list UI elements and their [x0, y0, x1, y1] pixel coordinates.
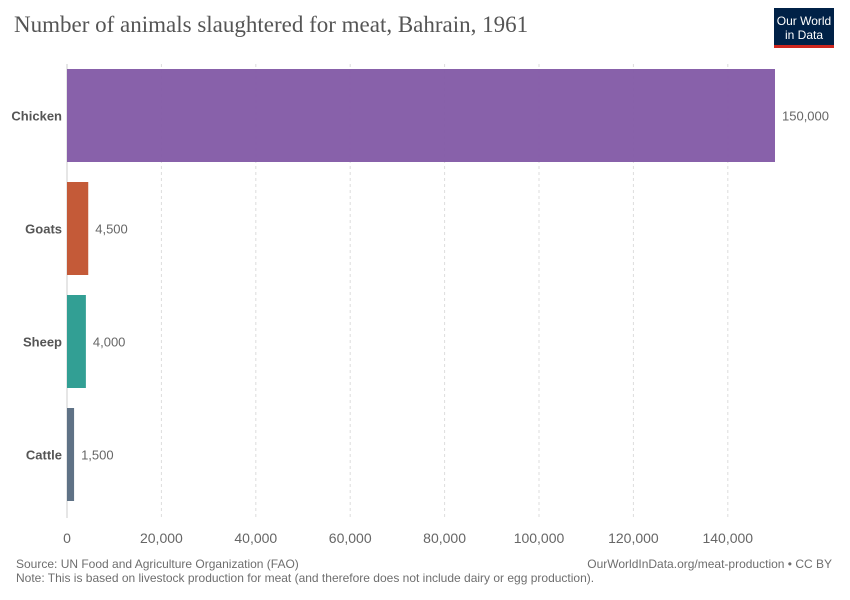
- footnote: Note: This is based on livestock production for meat (and therefore does not include dairy or egg production).: [16, 571, 595, 585]
- x-tick-label: 80,000: [423, 530, 467, 546]
- value-label: 1,500: [81, 447, 114, 463]
- value-label: 4,500: [95, 221, 128, 237]
- category-label: Cattle: [25, 447, 62, 463]
- category-label: Goats: [25, 221, 62, 237]
- source-note: Source: UN Food and Agriculture Organization (FAO): [16, 557, 299, 571]
- x-tick-label: 100,000: [513, 530, 565, 546]
- x-tick-label: 20,000: [139, 530, 183, 546]
- x-tick-label: 120,000: [608, 530, 659, 546]
- logo-line-1: Our World: [776, 14, 832, 28]
- x-tick-label: 0: [63, 530, 71, 546]
- category-label: Chicken: [11, 108, 62, 124]
- bar-cattle: [67, 408, 74, 501]
- bar-sheep: [67, 295, 86, 388]
- x-tick-label: 140,000: [702, 530, 754, 546]
- x-tick-label: 60,000: [328, 530, 372, 546]
- credit-link[interactable]: OurWorldInData.org/meat-production • CC BY: [587, 557, 832, 571]
- value-label: 150,000: [782, 108, 829, 124]
- chart-title: Number of animals slaughtered for meat, Bahrain, 1961: [14, 12, 529, 37]
- logo-line-2: in Data: [784, 28, 824, 42]
- bar-goats: [67, 182, 88, 275]
- value-label: 4,000: [92, 334, 126, 350]
- x-tick-label: 40,000: [234, 530, 278, 546]
- bar-chicken: [67, 69, 775, 162]
- category-label: Sheep: [22, 334, 62, 350]
